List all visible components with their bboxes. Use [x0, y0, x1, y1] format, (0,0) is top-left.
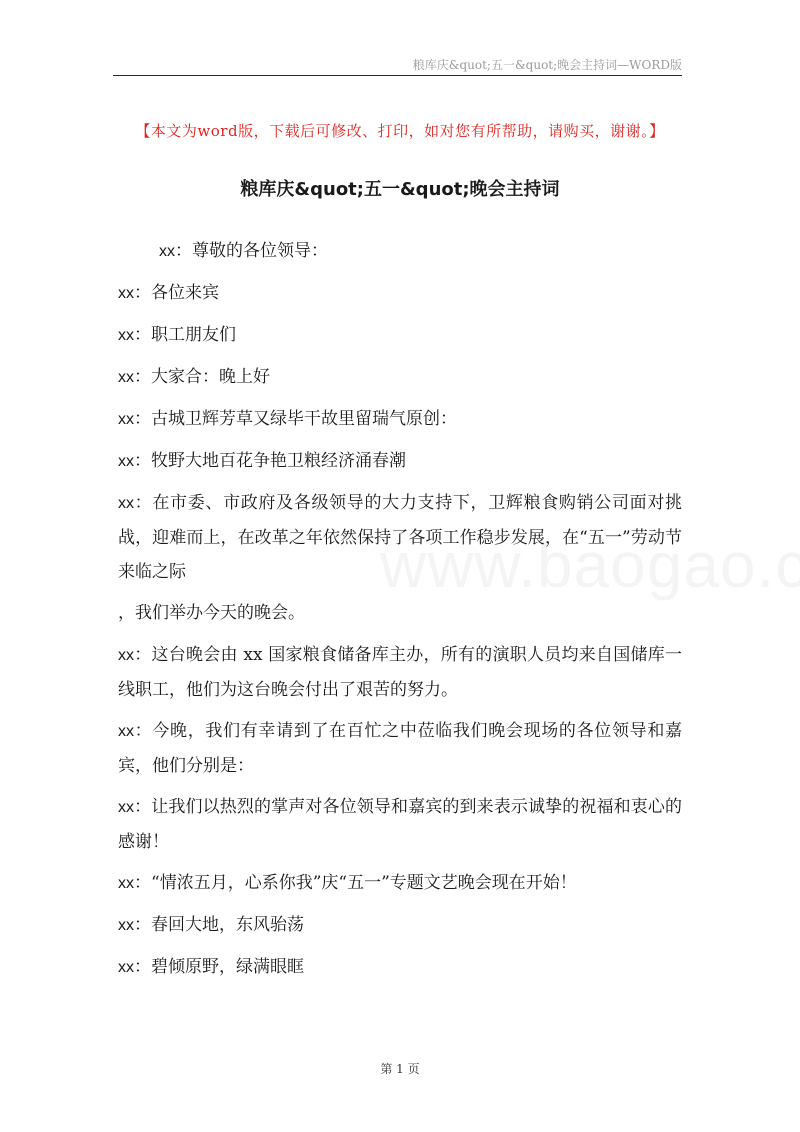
paragraph [118, 950, 682, 985]
paragraph-text: ：让我们以热烈的掌声对各位领导和嘉宾的到来表示诚挚的祝福和衷心的感谢！ [118, 797, 682, 852]
document-body [118, 234, 682, 992]
speaker-label: xx [159, 243, 175, 260]
speaker-label: xx [118, 917, 134, 934]
paragraph [118, 638, 682, 707]
purchase-notice: 【本文为word版，下载后可修改、打印，如对您有所帮助，请购买，谢谢。】 [135, 122, 665, 140]
paragraph-text: ，我们举办今天的晚会。 [118, 603, 305, 623]
paragraph-text: ：古城卫辉芳草又绿毕干故里留瑞气原创： [134, 409, 457, 429]
paragraph-text: ：春回大地，东风骀荡 [134, 915, 304, 935]
paragraph [118, 318, 682, 353]
page-footer: 第 1 页 [380, 1062, 420, 1076]
paragraph-text: ：牧野大地百花争艳卫粮经济涌春潮 [134, 451, 406, 471]
paragraph [118, 486, 682, 589]
paragraph [118, 596, 682, 631]
document-title: 粮库庆&quot;五一&quot;晚会主持词 [240, 179, 560, 200]
speaker-label: xx [118, 647, 134, 664]
speaker-label: xx [118, 327, 134, 344]
paragraph-text: ：大家合：晚上好 [134, 367, 270, 387]
paragraph-text: ：这台晚会由 xx 国家粮食储备库主办，所有的演职人员均来自国储库一线职工，他们为这台晚会付出了艰苦的努力。 [118, 645, 682, 700]
speaker-label: xx [118, 285, 134, 302]
speaker-label: xx [118, 875, 134, 892]
paragraph-text: ：在市委、市政府及各级领导的大力支持下，卫辉粮食购销公司面对挑战，迎难而上，在改革之年依然保持了各项工作稳步发展，在“五一”劳动节来临之际 [118, 493, 682, 582]
paragraph-text: ：尊敬的各位领导： [175, 241, 328, 261]
paragraph-text: ：今晚，我们有幸请到了在百忙之中莅临我们晚会现场的各位领导和嘉宾，他们分别是： [118, 721, 682, 776]
speaker-label: xx [118, 453, 134, 470]
speaker-label: xx [118, 369, 134, 386]
paragraph [118, 402, 682, 437]
paragraph-text: ：“情浓五月，心系你我”庆“五一”专题文艺晚会现在开始！ [134, 873, 577, 893]
paragraph [118, 866, 682, 901]
paragraph [118, 790, 682, 859]
paragraph [118, 714, 682, 783]
speaker-label: xx [118, 723, 134, 740]
paragraph-text: ：碧倾原野，绿满眼眶 [134, 957, 304, 977]
paragraph [118, 444, 682, 479]
paragraph [118, 908, 682, 943]
speaker-label: xx [118, 411, 134, 428]
paragraph [118, 234, 682, 269]
header-divider [113, 75, 682, 76]
paragraph-text: ：各位来宾 [134, 283, 219, 303]
paragraph [118, 276, 682, 311]
paragraph [118, 360, 682, 395]
speaker-label: xx [118, 959, 134, 976]
speaker-label: xx [118, 495, 134, 512]
paragraph-text: ：职工朋友们 [134, 325, 236, 345]
speaker-label: xx [118, 799, 134, 816]
running-header: 粮库庆&quot;五一&quot;晚会主持词—WORD版 [412, 58, 682, 72]
